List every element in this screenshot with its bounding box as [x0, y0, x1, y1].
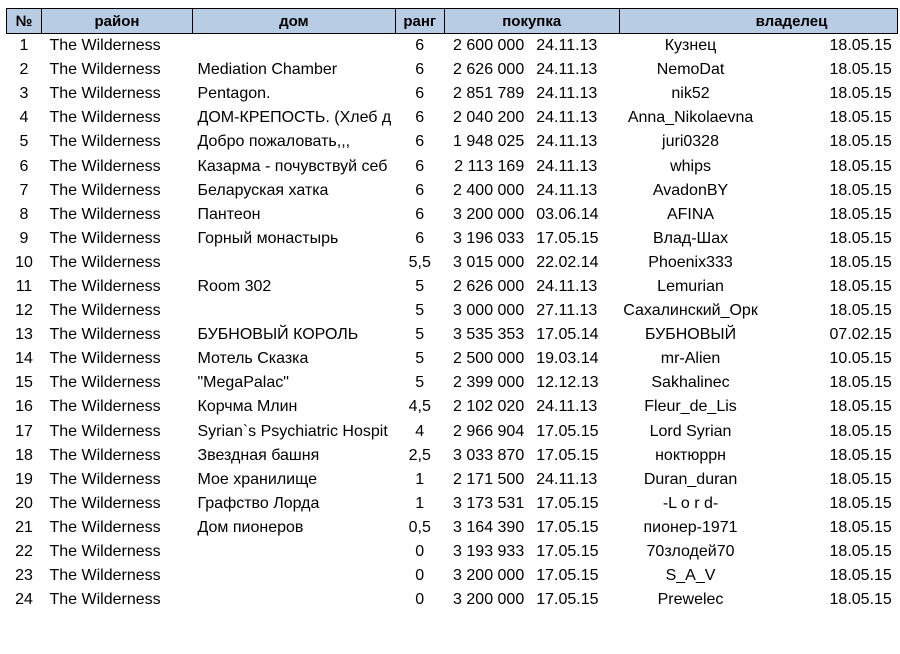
row-number: 8: [19, 205, 29, 223]
rank-cell: 4: [415, 422, 425, 440]
row-number: 11: [15, 277, 33, 295]
house-name-cell: Добро пожаловать,,,: [197, 133, 351, 151]
purchase-date-cell: 17.05.15: [536, 446, 599, 464]
owner-cell: Влад-Шах: [652, 229, 729, 247]
purchase-date-cell: 27.11.13: [536, 302, 598, 320]
owner-cell: ноктюррн: [655, 446, 726, 464]
house-name-cell: Горный монастырь: [197, 229, 339, 247]
owner-date-cell: 18.05.15: [829, 470, 892, 488]
house-name-cell: Мотель Сказка: [197, 350, 309, 368]
row-number: 6: [19, 157, 29, 175]
district-cell: The Wilderness: [49, 398, 161, 416]
owner-cell: nik52: [671, 85, 710, 103]
purchase-price-cell: 3 535 353: [453, 326, 525, 344]
purchase-date-cell: 17.05.15: [536, 567, 599, 585]
purchase-date-cell: 22.02.14: [536, 253, 599, 271]
owner-date-cell: 18.05.15: [829, 181, 892, 199]
district-cell: The Wilderness: [49, 543, 161, 561]
purchase-price-cell: 3 000 000: [453, 302, 525, 320]
header-owner: владелец: [619, 9, 898, 34]
owner-date-cell: 10.05.15: [829, 350, 892, 368]
owner-date-cell: 07.02.15: [829, 326, 892, 344]
table-row: [7, 34, 898, 59]
purchase-date-cell: 17.05.14: [536, 326, 599, 344]
row-number: 7: [19, 181, 29, 199]
purchase-date-cell: 17.05.15: [536, 229, 599, 247]
row-number: 5: [19, 133, 29, 151]
district-cell: The Wilderness: [49, 37, 161, 55]
row-number: 13: [15, 326, 33, 344]
district-cell: The Wilderness: [49, 422, 161, 440]
purchase-price-cell: 3 193 933: [453, 543, 525, 561]
purchase-price-cell: 2 626 000: [453, 277, 525, 295]
purchase-date-cell: 24.11.13: [536, 85, 598, 103]
purchase-price-cell: 3 200 000: [453, 567, 525, 585]
rank-cell: 6: [415, 85, 425, 103]
house-name-cell: "MegaPalac": [197, 374, 289, 392]
district-cell: The Wilderness: [49, 374, 161, 392]
table-row: [7, 299, 898, 323]
district-cell: The Wilderness: [49, 567, 161, 585]
owner-cell: juri0328: [662, 133, 719, 151]
row-number: 19: [15, 470, 33, 488]
district-cell: The Wilderness: [49, 494, 161, 512]
rank-cell: 0: [415, 591, 425, 609]
rank-cell: 0,5: [408, 518, 431, 536]
owner-date-cell: 18.05.15: [829, 61, 892, 79]
owner-date-cell: 18.05.15: [829, 277, 892, 295]
owner-cell: Кузнец: [664, 37, 717, 55]
owner-cell: S_A_V: [665, 567, 716, 585]
owner-cell: AvadonBY: [652, 181, 729, 199]
purchase-price-cell: 2 600 000: [453, 37, 525, 55]
table-row: [7, 106, 898, 130]
district-cell: The Wilderness: [49, 61, 161, 79]
rank-cell: 1: [415, 494, 425, 512]
house-name-cell: [193, 299, 396, 323]
purchase-date-cell: 17.05.15: [536, 518, 599, 536]
purchase-date-cell: 17.05.15: [536, 591, 599, 609]
owner-cell: Duran_duran: [643, 470, 738, 488]
house-name-cell: Графство Лорда: [197, 494, 320, 512]
rank-cell: 0: [415, 567, 425, 585]
district-cell: The Wilderness: [49, 277, 161, 295]
owner-date-cell: 18.05.15: [829, 133, 892, 151]
table-row: [7, 179, 898, 203]
table-row: [7, 492, 898, 516]
purchase-price-cell: 2 102 020: [453, 398, 525, 416]
district-cell: The Wilderness: [49, 446, 161, 464]
house-name-cell: [193, 564, 396, 588]
house-name-cell: Pentagon.: [197, 85, 271, 103]
house-name-cell: Корчма Млин: [197, 398, 298, 416]
house-name-cell: БУБНОВЫЙ КОРОЛЬ: [197, 326, 359, 344]
purchase-date-cell: 24.11.13: [536, 181, 598, 199]
purchase-date-cell: 24.11.13: [536, 109, 598, 127]
table-row: [7, 420, 898, 444]
district-cell: The Wilderness: [49, 518, 161, 536]
district-cell: The Wilderness: [49, 591, 161, 609]
owner-date-cell: 18.05.15: [829, 543, 892, 561]
houses-table: [6, 8, 898, 612]
purchase-date-cell: 17.05.15: [536, 422, 599, 440]
table-row: [7, 444, 898, 468]
house-name-cell: [193, 251, 396, 275]
owner-date-cell: 18.05.15: [829, 446, 892, 464]
house-name-cell: ДОМ-КРЕПОСТЬ. (Хлеб д: [197, 109, 392, 127]
house-name-cell: Mediation Chamber: [197, 61, 338, 79]
rank-cell: 6: [415, 109, 425, 127]
table-row: [7, 395, 898, 419]
purchase-date-cell: 24.11.13: [536, 470, 598, 488]
rank-cell: 0: [415, 543, 425, 561]
purchase-price-cell: 2 171 500: [453, 470, 525, 488]
purchase-price-cell: 2 113 169: [454, 157, 525, 175]
purchase-date-cell: 12.12.13: [536, 374, 599, 392]
house-name-cell: [193, 588, 396, 612]
purchase-date-cell: 24.11.13: [536, 277, 598, 295]
house-name-cell: Пантеон: [197, 205, 261, 223]
purchase-price-cell: 3 033 870: [453, 446, 525, 464]
table-row: [7, 82, 898, 106]
row-number: 22: [15, 543, 33, 561]
header-row: [7, 9, 898, 34]
owner-cell: пионер-1971: [643, 518, 738, 536]
table-row: [7, 154, 898, 178]
header-purchase: покупка: [444, 9, 619, 34]
purchase-price-cell: 2 851 789: [453, 85, 525, 103]
owner-cell: Sakhalinec: [651, 374, 730, 392]
purchase-price-cell: 2 500 000: [453, 350, 525, 368]
house-name-cell: Syrian`s Psychiatric Hospit: [197, 422, 388, 440]
rank-cell: 5: [415, 277, 425, 295]
row-number: 10: [15, 253, 33, 271]
row-number: 3: [19, 85, 29, 103]
owner-date-cell: 18.05.15: [829, 591, 892, 609]
header-rank: ранг: [395, 9, 444, 34]
owner-cell: AFINA: [666, 205, 715, 223]
rank-cell: 5: [415, 350, 425, 368]
owner-date-cell: 18.05.15: [829, 205, 892, 223]
row-number: 17: [15, 422, 33, 440]
rank-cell: 5: [415, 302, 425, 320]
table-row: [7, 564, 898, 588]
district-cell: The Wilderness: [49, 205, 161, 223]
district-cell: The Wilderness: [49, 85, 161, 103]
owner-date-cell: 18.05.15: [829, 37, 892, 55]
owner-date-cell: 18.05.15: [829, 494, 892, 512]
row-number: 21: [15, 518, 33, 536]
owner-cell: БУБНОВЫЙ: [644, 326, 737, 344]
row-number: 12: [15, 302, 33, 320]
purchase-price-cell: 2 399 000: [453, 374, 525, 392]
purchase-date-cell: 24.11.13: [536, 61, 598, 79]
owner-cell: Anna_Nikolaevna: [627, 109, 754, 127]
row-number: 20: [15, 494, 33, 512]
purchase-date-cell: 24.11.13: [536, 157, 598, 175]
rank-cell: 6: [415, 229, 425, 247]
owner-cell: Prewelec: [657, 591, 724, 609]
rank-cell: 4,5: [408, 398, 431, 416]
purchase-price-cell: 2 400 000: [453, 181, 525, 199]
purchase-date-cell: 19.03.14: [536, 350, 599, 368]
house-name-cell: Дом пионеров: [197, 518, 304, 536]
table-row: [7, 203, 898, 227]
house-name-cell: Беларуская хатка: [197, 181, 329, 199]
table-row: [7, 323, 898, 347]
table-row: [7, 227, 898, 251]
owner-date-cell: 18.05.15: [829, 518, 892, 536]
purchase-price-cell: 1 948 025: [453, 133, 525, 151]
owner-date-cell: 18.05.15: [829, 253, 892, 271]
rank-cell: 1: [415, 470, 425, 488]
table-row: [7, 371, 898, 395]
house-name-cell: Мое хранилище: [197, 470, 317, 488]
owner-date-cell: 18.05.15: [829, 229, 892, 247]
row-number: 14: [15, 350, 33, 368]
district-cell: The Wilderness: [49, 350, 161, 368]
rank-cell: 5: [415, 326, 425, 344]
district-cell: The Wilderness: [49, 133, 161, 151]
row-number: 18: [15, 446, 33, 464]
table-row: [7, 58, 898, 82]
owner-date-cell: 18.05.15: [829, 157, 892, 175]
row-number: 4: [19, 109, 29, 127]
owner-date-cell: 18.05.15: [829, 567, 892, 585]
owner-date-cell: 18.05.15: [829, 302, 892, 320]
owner-cell: -L o r d-: [662, 494, 719, 512]
row-number: 9: [19, 229, 29, 247]
purchase-date-cell: 03.06.14: [536, 205, 599, 223]
rank-cell: 6: [415, 181, 425, 199]
rank-cell: 6: [415, 37, 425, 55]
row-number: 1: [19, 37, 29, 55]
house-name-cell: [193, 540, 396, 564]
district-cell: The Wilderness: [49, 326, 161, 344]
house-name-cell: Казарма - почувствуй себ: [197, 157, 388, 175]
table-row: [7, 251, 898, 275]
house-name-cell: Room 302: [197, 277, 272, 295]
purchase-price-cell: 2 040 200: [453, 109, 525, 127]
owner-cell: whips: [670, 157, 711, 175]
owner-date-cell: 18.05.15: [829, 109, 892, 127]
row-number: 16: [15, 398, 33, 416]
owner-cell: Lord Syrian: [649, 422, 732, 440]
owner-date-cell: 18.05.15: [829, 374, 892, 392]
table-row: [7, 347, 898, 371]
purchase-price-cell: 3 015 000: [453, 253, 525, 271]
table-row: [7, 516, 898, 540]
purchase-price-cell: 3 200 000: [453, 591, 525, 609]
rank-cell: 2,5: [408, 446, 431, 464]
row-number: 24: [15, 591, 33, 609]
header-house: дом: [193, 9, 396, 34]
owner-date-cell: 18.05.15: [829, 422, 892, 440]
district-cell: The Wilderness: [49, 253, 161, 271]
district-cell: The Wilderness: [49, 302, 161, 320]
owner-cell: Сахалинский_Орк: [623, 302, 758, 320]
rank-cell: 5: [415, 374, 425, 392]
header-district: район: [42, 9, 193, 34]
purchase-price-cell: 3 200 000: [453, 205, 525, 223]
rank-cell: 6: [415, 205, 425, 223]
owner-date-cell: 18.05.15: [829, 398, 892, 416]
purchase-date-cell: 24.11.13: [536, 37, 598, 55]
owner-cell: NemoDat: [656, 61, 725, 79]
purchase-price-cell: 3 196 033: [453, 229, 525, 247]
owner-cell: 70злодей70: [646, 543, 735, 561]
purchase-date-cell: 17.05.15: [536, 494, 599, 512]
rank-cell: 5,5: [408, 253, 431, 271]
purchase-price-cell: 3 173 531: [453, 494, 525, 512]
purchase-price-cell: 2 626 000: [453, 61, 525, 79]
header-num: №: [7, 9, 42, 34]
row-number: 15: [15, 374, 33, 392]
district-cell: The Wilderness: [49, 157, 161, 175]
rank-cell: 6: [415, 157, 425, 175]
table-row: [7, 540, 898, 564]
purchase-price-cell: 2 966 904: [453, 422, 525, 440]
district-cell: The Wilderness: [49, 181, 161, 199]
row-number: 2: [19, 61, 29, 79]
owner-cell: Fleur_de_Lis: [644, 398, 737, 416]
purchase-price-cell: 3 164 390: [453, 518, 525, 536]
district-cell: The Wilderness: [49, 109, 161, 127]
owner-cell: mr-Alien: [660, 350, 721, 368]
purchase-date-cell: 24.11.13: [536, 398, 598, 416]
table-row: [7, 468, 898, 492]
row-number: 23: [15, 567, 33, 585]
table-row: [7, 130, 898, 154]
purchase-date-cell: 24.11.13: [536, 133, 598, 151]
owner-date-cell: 18.05.15: [829, 85, 892, 103]
rank-cell: 6: [415, 61, 425, 79]
owner-cell: Phoenix333: [648, 253, 733, 271]
house-name-cell: Звездная башня: [197, 446, 320, 464]
district-cell: The Wilderness: [49, 470, 161, 488]
purchase-date-cell: 17.05.15: [536, 543, 599, 561]
table-row: [7, 588, 898, 612]
house-name-cell: [193, 34, 396, 59]
rank-cell: 6: [415, 133, 425, 151]
owner-cell: Lemurian: [657, 277, 724, 295]
table-row: [7, 275, 898, 299]
district-cell: The Wilderness: [49, 229, 161, 247]
